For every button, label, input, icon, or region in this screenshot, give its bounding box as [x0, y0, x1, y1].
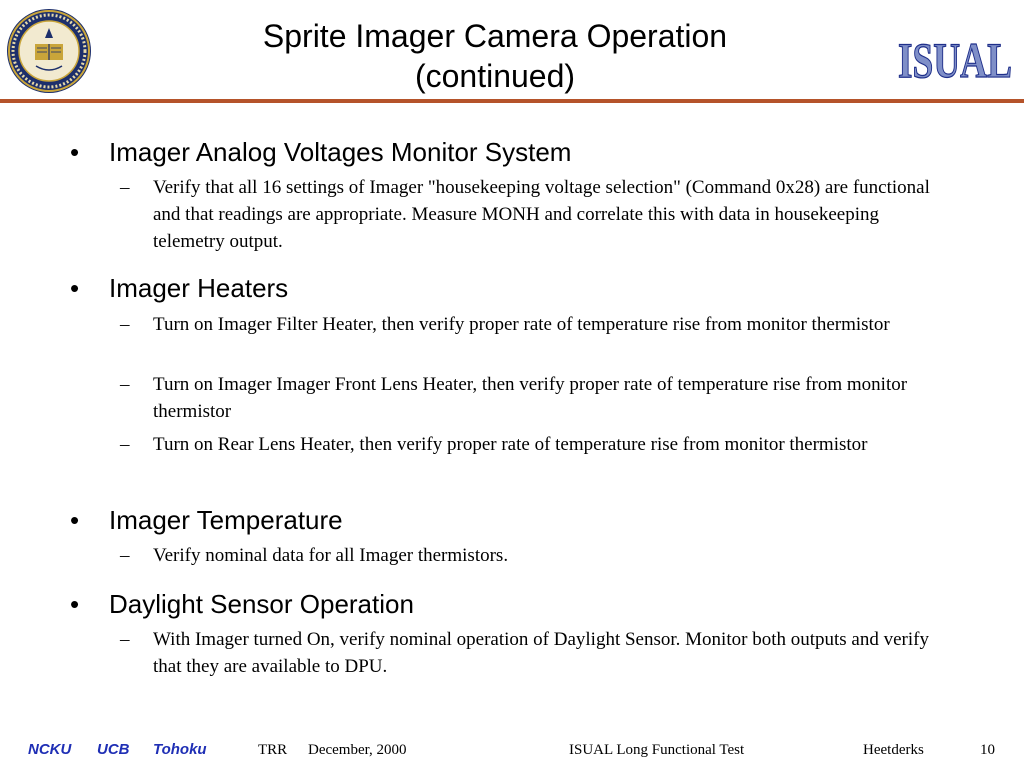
sub-bullet-text: With Imager turned On, verify nominal operation of Daylight Sensor. Monitor both outputs and verify that they are available to DPU.	[153, 629, 929, 677]
footer-institution-ncku: NCKU	[28, 741, 72, 758]
svg-text:ISUAL: ISUAL	[898, 32, 1012, 88]
footer-author: Heetderks	[863, 742, 924, 758]
sub-bullet-text: Turn on Imager Imager Front Lens Heater, then verify proper rate of temperature rise from monitor thermistor	[153, 374, 908, 422]
bullet-marker: •	[70, 505, 80, 535]
sub-bullet-marker: –	[120, 314, 130, 335]
sub-bullet-marker: –	[120, 177, 130, 198]
sub-bullet-marker: –	[120, 629, 130, 650]
footer-date: December, 2000	[308, 742, 407, 758]
sub-bullet-text: Turn on Rear Lens Heater, then verify proper rate of temperature rise from monitor thermistor	[153, 434, 868, 455]
bullet-title: Imager Temperature	[109, 505, 343, 535]
bullet-title: Imager Analog Voltages Monitor System	[109, 137, 572, 167]
bullet-marker: •	[70, 273, 80, 303]
footer-meeting: TRR	[258, 742, 288, 758]
bullet-marker: •	[70, 589, 80, 619]
sub-bullet-text: Turn on Imager Filter Heater, then verify proper rate of temperature rise from monitor thermistor	[153, 314, 890, 335]
footer-institution-ucb: UCB	[97, 741, 130, 758]
sub-bullet-marker: –	[120, 434, 130, 455]
slide-title-line-1: Sprite Imager Camera Operation	[262, 18, 728, 54]
footer-institution-tohoku: Tohoku	[153, 741, 207, 758]
sub-bullet-text: Verify nominal data for all Imager thermistors.	[153, 545, 509, 566]
bullet-marker: •	[70, 137, 80, 167]
footer-page-number: 10	[980, 742, 995, 758]
slide-title-line-2: (continued)	[414, 58, 576, 94]
bullet-title: Imager Heaters	[109, 273, 289, 303]
sub-bullet-marker: –	[120, 374, 130, 395]
footer-document-title: ISUAL Long Functional Test	[569, 742, 745, 758]
sub-bullet-text: Verify that all 16 settings of Imager "housekeeping voltage selection" (Command 0x28) are functional and that readings are appropriate. Measure MONH and correlate this with data in housekeeping telemetry output.	[153, 177, 930, 252]
sub-bullet-marker: –	[120, 545, 130, 566]
bullet-title: Daylight Sensor Operation	[109, 589, 414, 619]
